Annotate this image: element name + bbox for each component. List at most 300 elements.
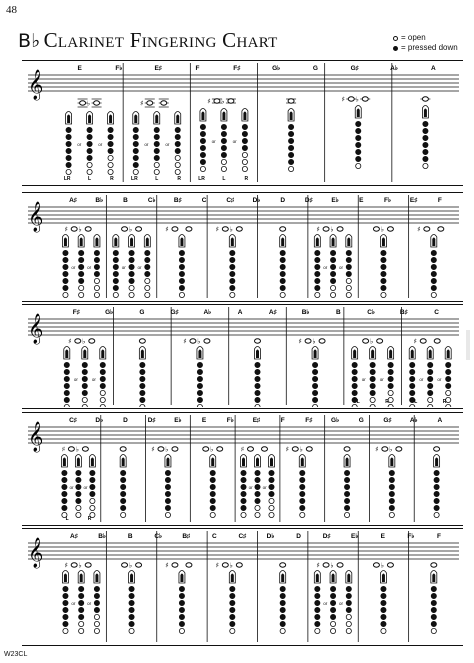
pressed-hole bbox=[64, 390, 69, 395]
or-label: or bbox=[144, 142, 149, 147]
open-hole bbox=[63, 628, 68, 633]
or-label: or bbox=[71, 265, 76, 270]
fingering-row-1 bbox=[22, 60, 463, 186]
accidental-sign: ♭ bbox=[355, 95, 359, 104]
note-name-label: F♭ bbox=[115, 65, 123, 72]
pressed-hole bbox=[410, 383, 415, 388]
pressed-hole bbox=[255, 477, 260, 482]
pressed-hole bbox=[446, 376, 451, 381]
open-hole bbox=[129, 628, 134, 633]
fingering-row-svg bbox=[22, 529, 463, 644]
whole-note-head bbox=[323, 227, 329, 231]
pressed-hole bbox=[431, 271, 436, 276]
whole-note-head bbox=[158, 447, 164, 451]
pressed-hole bbox=[312, 369, 317, 374]
fingering-row-svg bbox=[22, 61, 463, 184]
register-key bbox=[64, 238, 67, 247]
open-hole bbox=[145, 285, 150, 290]
pressed-hole bbox=[381, 593, 386, 598]
pressed-hole bbox=[346, 264, 351, 269]
pressed-hole bbox=[108, 148, 113, 153]
pressed-hole bbox=[76, 477, 81, 482]
pressed-hole bbox=[63, 257, 68, 262]
open-hole bbox=[108, 169, 113, 174]
register-key bbox=[64, 574, 67, 583]
pressed-hole bbox=[315, 614, 320, 619]
note-name-label: E bbox=[380, 533, 385, 540]
pressed-hole bbox=[76, 470, 81, 475]
pressed-hole bbox=[300, 498, 305, 503]
pressed-hole bbox=[94, 593, 99, 598]
pressed-hole bbox=[179, 271, 184, 276]
pressed-hole bbox=[280, 614, 285, 619]
pressed-hole bbox=[140, 369, 145, 374]
pressed-hole bbox=[255, 362, 260, 367]
open-hole bbox=[434, 512, 439, 517]
pressed-hole bbox=[154, 141, 159, 146]
open-hole bbox=[179, 292, 184, 297]
pressed-hole bbox=[431, 285, 436, 290]
open-hole bbox=[346, 278, 351, 283]
open-hole bbox=[94, 292, 99, 297]
pressed-hole bbox=[66, 127, 71, 132]
pressed-hole bbox=[410, 376, 415, 381]
pressed-hole bbox=[129, 271, 134, 276]
pressed-hole bbox=[62, 498, 67, 503]
register-key bbox=[347, 574, 350, 583]
accidental-sign: ♭ bbox=[330, 561, 334, 570]
register-key bbox=[114, 238, 117, 247]
open-hole bbox=[197, 404, 202, 407]
pressed-hole bbox=[87, 148, 92, 153]
accidental-sign: ♭ bbox=[128, 225, 133, 234]
whole-note-head bbox=[236, 563, 242, 567]
side-key-label: R bbox=[442, 399, 447, 405]
pressed-hole bbox=[434, 484, 439, 489]
pressed-hole bbox=[179, 278, 184, 283]
pressed-hole bbox=[280, 257, 285, 262]
register-key bbox=[109, 115, 112, 124]
note-name-label: F♭ bbox=[383, 197, 392, 204]
register-key bbox=[65, 350, 68, 359]
note-name-label: F♯ bbox=[305, 417, 313, 424]
note-name-label: E bbox=[77, 65, 82, 72]
pressed-hole bbox=[255, 369, 260, 374]
pressed-hole bbox=[431, 278, 436, 283]
register-key bbox=[429, 350, 432, 359]
note-name-label: F♯ bbox=[233, 65, 241, 72]
note-name-label: C♭ bbox=[154, 533, 163, 540]
open-hole bbox=[269, 498, 274, 503]
pressed-hole bbox=[315, 271, 320, 276]
pressed-hole bbox=[165, 505, 170, 510]
pressed-hole bbox=[165, 491, 170, 496]
pressed-hole bbox=[230, 593, 235, 598]
note-name-label: B♯ bbox=[399, 309, 408, 316]
open-hole bbox=[388, 390, 393, 395]
or-label: or bbox=[437, 377, 442, 382]
register-key bbox=[314, 350, 317, 359]
accidental-sign: ♯ bbox=[64, 225, 68, 234]
note-name-label: E bbox=[359, 197, 364, 204]
open-hole bbox=[100, 390, 105, 395]
pressed-hole bbox=[410, 362, 415, 367]
pressed-hole bbox=[179, 621, 184, 626]
or-label: or bbox=[419, 377, 424, 382]
open-hole bbox=[145, 278, 150, 283]
pressed-hole bbox=[381, 285, 386, 290]
pressed-hole bbox=[428, 383, 433, 388]
register-key bbox=[95, 238, 98, 247]
pressed-hole bbox=[434, 470, 439, 475]
open-hole-icon bbox=[393, 36, 398, 41]
or-label: or bbox=[248, 485, 253, 490]
note-name-label: C♯ bbox=[69, 417, 78, 424]
open-hole bbox=[113, 292, 118, 297]
pressed-hole bbox=[288, 138, 293, 143]
register-key bbox=[357, 109, 360, 118]
pressed-hole bbox=[280, 250, 285, 255]
whole-note-head bbox=[434, 339, 440, 343]
accidental-sign: ♯ bbox=[165, 561, 169, 570]
pressed-hole bbox=[100, 376, 105, 381]
register-key bbox=[424, 109, 427, 118]
pressed-hole bbox=[434, 505, 439, 510]
pressed-hole bbox=[79, 600, 84, 605]
whole-note-head bbox=[262, 447, 268, 451]
pressed-hole bbox=[133, 127, 138, 132]
accidental-sign: ♯ bbox=[316, 561, 320, 570]
accidental-sign: ♯ bbox=[215, 561, 220, 570]
pressed-hole bbox=[269, 477, 274, 482]
pressed-hole bbox=[330, 257, 335, 262]
open-hole bbox=[90, 498, 95, 503]
register-key bbox=[332, 238, 335, 247]
fingering-row-3 bbox=[22, 304, 463, 409]
accidental-sign: ♭ bbox=[380, 225, 385, 234]
pressed-hole bbox=[197, 362, 202, 367]
note-name-label: G♭ bbox=[331, 417, 340, 424]
pressed-hole bbox=[346, 257, 351, 262]
legend-open-label: = open bbox=[401, 33, 426, 42]
pressed-hole bbox=[197, 369, 202, 374]
note-name-label: G♭ bbox=[272, 65, 281, 72]
accidental-sign: ♯ bbox=[68, 337, 72, 346]
accidental-sign: ♭ bbox=[78, 225, 82, 234]
whole-note-head bbox=[139, 339, 145, 343]
accidental-sign: ♯ bbox=[298, 337, 302, 346]
pressed-hole bbox=[66, 148, 71, 153]
accidental-sign: ♭ bbox=[389, 445, 393, 454]
register-key bbox=[222, 112, 225, 121]
open-hole bbox=[221, 166, 226, 171]
open-hole bbox=[431, 292, 436, 297]
pressed-hole bbox=[63, 593, 68, 598]
pressed-hole bbox=[100, 369, 105, 374]
note-name-label: E♯ bbox=[154, 65, 163, 72]
pressed-hole bbox=[140, 362, 145, 367]
pressed-hole bbox=[129, 586, 134, 591]
whole-note-head bbox=[172, 447, 178, 451]
accidental-sign: ♯ bbox=[413, 337, 417, 346]
pressed-hole bbox=[62, 470, 67, 475]
side-key-label: R bbox=[110, 176, 114, 182]
pressed-hole bbox=[428, 376, 433, 381]
pressed-hole bbox=[145, 257, 150, 262]
whole-note-head bbox=[363, 339, 369, 343]
pressed-hole bbox=[197, 376, 202, 381]
pressed-hole bbox=[255, 470, 260, 475]
pressed-hole bbox=[113, 278, 118, 283]
pressed-hole bbox=[154, 155, 159, 160]
pressed-hole bbox=[121, 477, 126, 482]
open-hole bbox=[346, 285, 351, 290]
treble-clef-icon: 𝄞 bbox=[28, 538, 44, 568]
pressed-hole bbox=[62, 505, 67, 510]
open-hole bbox=[370, 404, 375, 407]
pressed-hole bbox=[121, 505, 126, 510]
accidental-sign: ♭ bbox=[299, 445, 303, 454]
pressed-hole bbox=[242, 145, 247, 150]
pressed-hole bbox=[200, 124, 205, 129]
note-name-label: G♭ bbox=[105, 309, 114, 316]
open-hole bbox=[165, 512, 170, 517]
pressed-hole bbox=[312, 376, 317, 381]
pressed-hole bbox=[389, 498, 394, 503]
pressed-hole bbox=[280, 593, 285, 598]
open-hole bbox=[280, 628, 285, 633]
pressed-hole bbox=[356, 149, 361, 154]
whole-note-head bbox=[75, 339, 81, 343]
or-label: or bbox=[83, 485, 88, 490]
note-name-label: A bbox=[437, 417, 443, 424]
whole-note-head bbox=[136, 563, 142, 567]
pressed-hole bbox=[94, 607, 99, 612]
whole-note-head bbox=[382, 447, 388, 451]
pressed-hole bbox=[165, 484, 170, 489]
note-name-label: E♯ bbox=[252, 417, 261, 424]
page-number: 48 bbox=[6, 4, 17, 16]
pressed-hole bbox=[129, 250, 134, 255]
open-hole bbox=[108, 155, 113, 160]
pressed-hole bbox=[423, 121, 428, 126]
pressed-hole bbox=[330, 593, 335, 598]
open-hole bbox=[76, 505, 81, 510]
note-name-label: D bbox=[123, 417, 128, 424]
register-key bbox=[130, 238, 133, 247]
pressed-hole bbox=[346, 593, 351, 598]
whole-note-head bbox=[373, 227, 379, 231]
open-hole bbox=[64, 404, 69, 407]
open-hole bbox=[312, 404, 317, 407]
accidental-sign: ♭ bbox=[197, 337, 201, 346]
whole-note-head bbox=[280, 227, 286, 231]
open-hole bbox=[315, 628, 320, 633]
pressed-hole bbox=[242, 131, 247, 136]
catalog-code: W23CL bbox=[4, 651, 28, 658]
pressed-hole bbox=[87, 155, 92, 160]
pressed-hole bbox=[312, 383, 317, 388]
accidental-sign: ♭ bbox=[82, 337, 86, 346]
whole-note-head bbox=[136, 227, 142, 231]
or-label: or bbox=[165, 142, 170, 147]
pressed-hole bbox=[175, 134, 180, 139]
register-key bbox=[301, 458, 304, 467]
pressed-hole bbox=[241, 477, 246, 482]
open-hole bbox=[100, 404, 105, 407]
accidental-sign: ♭ bbox=[75, 445, 80, 454]
note-name-label: F bbox=[436, 533, 441, 540]
open-hole bbox=[315, 292, 320, 297]
pressed-hole bbox=[312, 390, 317, 395]
pressed-hole bbox=[431, 593, 436, 598]
accidental-sign: ♭ bbox=[165, 445, 169, 454]
pressed-hole bbox=[346, 271, 351, 276]
accidental-sign: ♭ bbox=[229, 561, 233, 570]
pressed-hole bbox=[175, 148, 180, 153]
pressed-hole bbox=[200, 152, 205, 157]
whole-note-head bbox=[255, 339, 261, 343]
pressed-hole bbox=[288, 124, 293, 129]
open-hole bbox=[255, 505, 260, 510]
pressed-hole bbox=[221, 124, 226, 129]
pressed-hole bbox=[179, 264, 184, 269]
whole-note-head bbox=[431, 563, 437, 567]
pressed-hole bbox=[66, 162, 71, 167]
open-hole bbox=[230, 292, 235, 297]
open-hole bbox=[87, 169, 92, 174]
pressed-hole bbox=[113, 257, 118, 262]
pressed-hole bbox=[434, 491, 439, 496]
whole-note-head bbox=[80, 101, 86, 105]
pressed-hole bbox=[154, 148, 159, 153]
side-key-label: L bbox=[356, 399, 360, 405]
open-hole bbox=[140, 404, 145, 407]
whole-note-head bbox=[438, 227, 444, 231]
open-hole bbox=[82, 397, 87, 402]
pressed-hole bbox=[300, 470, 305, 475]
pressed-hole bbox=[94, 250, 99, 255]
open-hole bbox=[145, 292, 150, 297]
pressed-hole bbox=[62, 484, 67, 489]
open-hole bbox=[381, 628, 386, 633]
pressed-hole bbox=[315, 607, 320, 612]
pressed-hole bbox=[431, 600, 436, 605]
fingering-row-2 bbox=[22, 192, 463, 302]
note-name-label: D♭ bbox=[266, 533, 275, 540]
note-name-label: D♭ bbox=[252, 197, 261, 204]
open-hole bbox=[210, 512, 215, 517]
pressed-hole bbox=[94, 271, 99, 276]
pressed-hole bbox=[315, 278, 320, 283]
pressed-hole bbox=[62, 491, 67, 496]
pressed-hole bbox=[133, 141, 138, 146]
pressed-hole bbox=[242, 124, 247, 129]
pressed-hole bbox=[63, 250, 68, 255]
pressed-hole bbox=[431, 607, 436, 612]
pressed-hole bbox=[315, 285, 320, 290]
pressed-hole bbox=[381, 257, 386, 262]
pressed-hole bbox=[269, 484, 274, 489]
note-name-label: F bbox=[280, 417, 285, 424]
pressed-hole bbox=[145, 250, 150, 255]
pressed-hole bbox=[370, 362, 375, 367]
whole-note-head bbox=[305, 339, 311, 343]
pressed-hole bbox=[165, 470, 170, 475]
open-hole bbox=[389, 512, 394, 517]
pressed-hole bbox=[230, 586, 235, 591]
open-hole bbox=[79, 285, 84, 290]
whole-note-head bbox=[71, 563, 77, 567]
pressed-hole bbox=[63, 264, 68, 269]
pressed-hole bbox=[346, 250, 351, 255]
register-key bbox=[382, 238, 385, 247]
whole-note-head bbox=[248, 447, 254, 451]
accidental-sign: ♭ bbox=[330, 225, 334, 234]
open-hole bbox=[344, 512, 349, 517]
pressed-hole bbox=[389, 477, 394, 482]
open-hole bbox=[129, 285, 134, 290]
pressed-hole bbox=[100, 362, 105, 367]
treble-clef-icon: 𝄞 bbox=[28, 422, 44, 452]
pressed-hole bbox=[346, 600, 351, 605]
pressed-hole bbox=[140, 397, 145, 402]
accidental-sign: ♭ bbox=[210, 445, 214, 454]
side-key-label: L bbox=[88, 176, 92, 182]
pressed-hole bbox=[423, 149, 428, 154]
pressed-hole bbox=[179, 257, 184, 262]
pressed-hole bbox=[255, 484, 260, 489]
side-key-label: R bbox=[385, 399, 389, 405]
register-key bbox=[198, 350, 201, 359]
pressed-hole bbox=[241, 484, 246, 489]
open-hole bbox=[255, 512, 260, 517]
accidental-sign: ♯ bbox=[316, 225, 320, 234]
open-hole bbox=[79, 292, 84, 297]
pressed-hole bbox=[389, 505, 394, 510]
accidental-sign: ♭ bbox=[86, 99, 91, 108]
note-name-label: C♯ bbox=[238, 533, 247, 540]
pressed-hole bbox=[446, 383, 451, 388]
whole-note-head bbox=[94, 101, 100, 105]
pressed-hole bbox=[87, 134, 92, 139]
pressed-hole bbox=[63, 278, 68, 283]
whole-note-head bbox=[68, 447, 74, 451]
pressed-hole bbox=[381, 271, 386, 276]
pressed-hole bbox=[200, 131, 205, 136]
pressed-hole bbox=[255, 498, 260, 503]
pressed-hole bbox=[330, 250, 335, 255]
open-hole bbox=[230, 628, 235, 633]
note-name-label: F bbox=[195, 65, 200, 72]
open-hole bbox=[280, 292, 285, 297]
pressed-hole bbox=[230, 257, 235, 262]
open-hole bbox=[154, 169, 159, 174]
note-name-label: G♯ bbox=[383, 417, 392, 424]
pressed-hole bbox=[431, 257, 436, 262]
pressed-hole bbox=[300, 491, 305, 496]
pressed-hole bbox=[154, 127, 159, 132]
pressed-hole bbox=[179, 586, 184, 591]
whole-note-head bbox=[319, 339, 325, 343]
register-key bbox=[180, 238, 183, 247]
open-hole bbox=[175, 162, 180, 167]
register-key bbox=[281, 238, 284, 247]
pressed-hole bbox=[312, 397, 317, 402]
pressed-hole bbox=[90, 470, 95, 475]
pressed-hole bbox=[121, 470, 126, 475]
note-name-label: F♭ bbox=[407, 533, 415, 540]
